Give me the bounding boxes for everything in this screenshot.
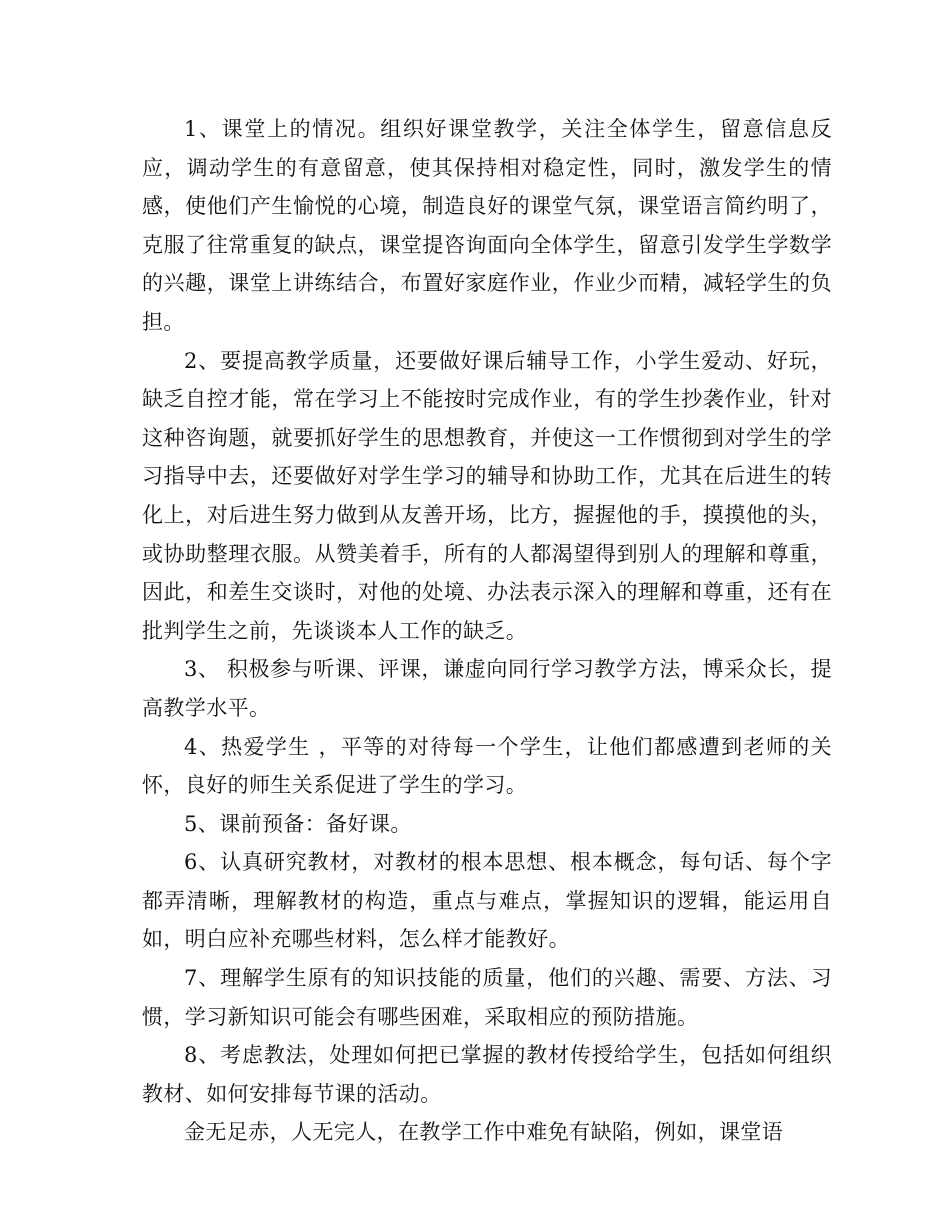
paragraph-7: 7、理解学生原有的知识技能的质量，他们的兴趣、需要、方法、习惯，学习新知识可能会有哪些困难，采取相应的预防措施。 (142, 966, 832, 1029)
paragraph-4: 4、热爱学生 ，平等的对待每一个学生，让他们都感遭到老师的关怀，良好的师生关系促进了学生的学习。 (142, 734, 832, 798)
paragraph-2: 2、要提高教学质量，还要做好课后辅导工作，小学生爱动、好玩，缺乏自控才能，常在学习上不能按时完成作业，有的学生抄袭作业，针对这种咨询题，就要抓好学生的思想教育，并使这一工作惯彻到对学生的学习指导中去，还要做好对学生学习的辅导和协助工作，尤其在后进生的转化上，对后进生努力做到从友善开场，比方，握握他的手，摸摸他的头，或协助整理衣服。从赞美着手，所有的人都渴望得到别人的理解和尊重，因此，和差生交谈时，对他的处境、办法表示深入的理解和尊重，还有在批判学生之前，先谈谈本人工作的缺乏。 (142, 348, 832, 643)
paragraph-3: 3、 积极参与听课、评课，谦虚向同行学习教学方法，博采众长，提高教学水平。 (142, 657, 832, 720)
paragraph-1: 1、课堂上的情况。组织好课堂教学，关注全体学生，留意信息反应，调动学生的有意留意，使其保持相对稳定性，同时，激发学生的情感，使他们产生愉悦的心境，制造良好的课堂气氛，课堂语言简约明了，克服了往常重复的缺点，课堂提咨询面向全体学生，留意引发学生学数学的兴趣，课堂上讲练结合，布置好家庭作业，作业少而精，减轻学生的负担。 (142, 117, 832, 334)
document-body (142, 110, 832, 1152)
paragraph-8: 8、考虑教法，处理如何把已掌握的教材传授给学生，包括如何组织教材、如何安排每节课的活动。 (142, 1043, 832, 1106)
paragraph-9: 金无足赤，人无完人，在教学工作中难免有缺陷，例如，课堂语 (184, 1120, 784, 1145)
paragraph-6: 6、认真研究教材，对教材的根本思想、根本概念，每句话、每个字都弄清晰，理解教材的构造，重点与难点，掌握知识的逻辑，能运用自如，明白应补充哪些材料，怎么样才能教好。 (142, 850, 832, 952)
paragraph-5: 5、课前预备：备好课。 (184, 811, 412, 836)
